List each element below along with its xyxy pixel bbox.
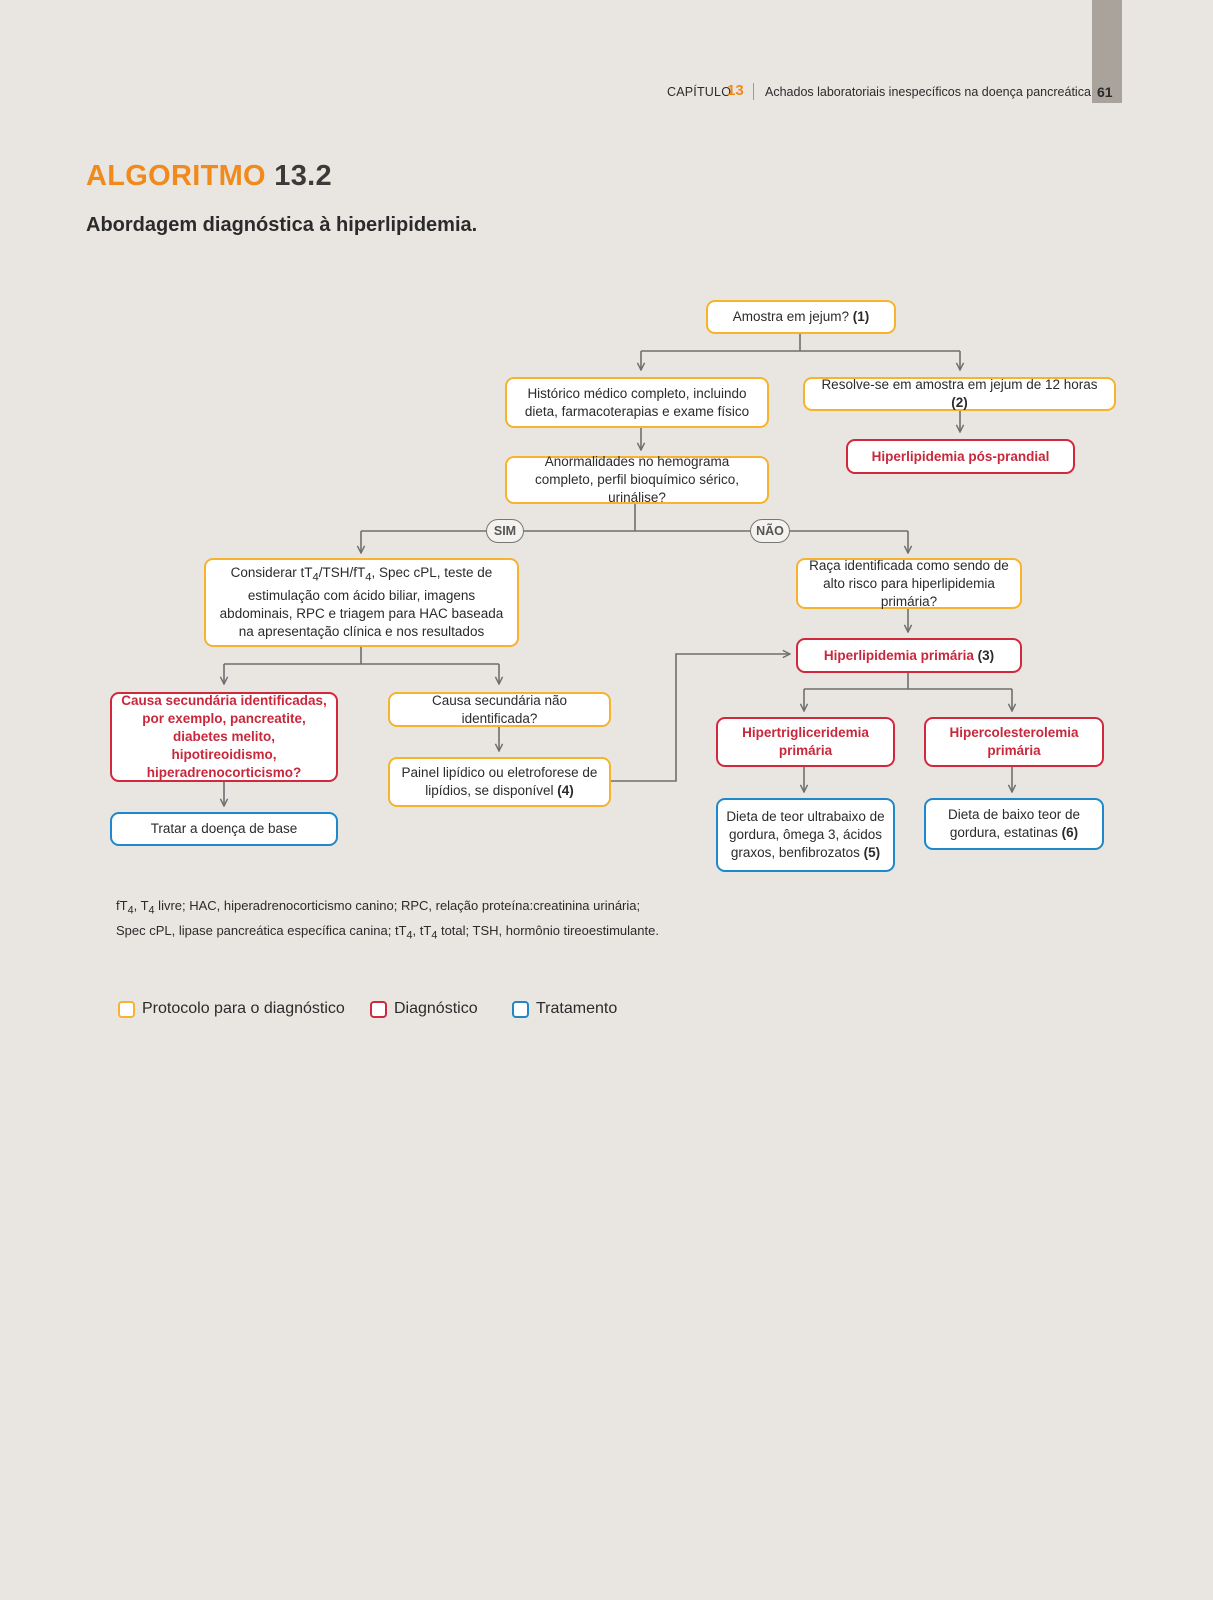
fn-a2: , T (133, 898, 149, 913)
node-primary-hyperlipidemia (796, 638, 1022, 673)
node-breed-risk-text: Raça identificada como sendo de alto risco para hiperlipidemia primária? (809, 557, 1009, 609)
node-diet-ultralow (716, 798, 895, 872)
legend-swatch-protocol (118, 1001, 135, 1018)
algorithm-number: 13.2 (274, 160, 332, 192)
node-breed-risk (796, 558, 1022, 609)
page-number: 61 (1097, 84, 1113, 100)
node-secondary-identified (110, 692, 338, 782)
node-hypercholesterolemia-text: Hipercolesterolemia primária (949, 725, 1079, 758)
fn-a2s: 4 (148, 904, 155, 917)
node-consider-tests-text (214, 564, 509, 641)
node-lipid-panel-ref: (4) (557, 783, 574, 798)
node-diet-low-text: Dieta de baixo teor de gordura, estatinas (947, 807, 1081, 840)
node-abnormalities-text: Anormalidades no hemograma completo, perfil bioquímico sérico, urinálise? (534, 454, 740, 505)
fn-b2: , tT (412, 922, 432, 938)
node-fasting-sample-text: Amostra em jejum? (732, 309, 850, 324)
node-diet-ultralow-text: Dieta de teor ultrabaixo de gordura, ômega 3, ácidos graxos, benfibrozatos (726, 809, 885, 860)
footnote-line-1 (116, 896, 736, 921)
node-postprandial-text: Hiperlipidemia pós-prandial (871, 448, 1050, 464)
legend-swatch-diagnosis (370, 1001, 387, 1018)
node-lipid-panel (388, 757, 611, 807)
chapter-number: 13 (727, 82, 744, 99)
node-consider-tests (204, 558, 519, 647)
footnote-line-2 (116, 921, 736, 946)
chapter-title: Achados laboratoriais inespecíficos na doença pancreática (765, 85, 1091, 99)
legend-item-diagnosis (370, 1000, 478, 1018)
fn-b1s: 4 (406, 929, 413, 942)
legend-label-diagnosis: Diagnóstico (394, 1000, 478, 1017)
legend (0, 1000, 1213, 1024)
legend-item-treatment (512, 1000, 617, 1018)
node-fasting-sample (706, 300, 896, 334)
fn-a1: fT (116, 898, 128, 913)
node-hypercholesterolemia (924, 717, 1104, 767)
consider-sub-2: 4 (365, 571, 372, 584)
connector-fasting-split (641, 334, 960, 351)
algorithm-subtitle: Abordagem diagnóstica à hiperlipidemia. (86, 214, 478, 236)
branch-label-no: NÃO (750, 519, 790, 543)
consider-sub-1: 4 (312, 571, 319, 584)
legend-item-protocol (118, 1000, 345, 1018)
fn-b2s: 4 (431, 929, 438, 942)
node-secondary-not-identified (388, 692, 611, 727)
node-diet-low (924, 798, 1104, 850)
node-resolves-fasting (803, 377, 1116, 411)
chapter-label: CAPÍTULO (667, 85, 732, 99)
node-lipid-panel-text: Painel lipídico ou eletroforese de lipídios, se disponível (401, 765, 598, 798)
node-treat-underlying-text: Tratar a doença de base (150, 821, 298, 836)
node-fasting-sample-ref: (1) (852, 309, 870, 324)
fn-b3: total; TSH, hormônio tireoestimulante. (437, 922, 659, 938)
legend-swatch-treatment (512, 1001, 529, 1018)
connector-consider-split (224, 647, 499, 664)
node-hypertriglyceridemia-text: Hipertrigliceridemia primária (742, 725, 869, 758)
legend-label-treatment: Tratamento (536, 1000, 618, 1017)
fn-b1: Spec cPL, lipase pancreática específica canina; tT (116, 922, 407, 938)
node-history (505, 377, 769, 428)
node-primary-hyperlipidemia-text: Hiperlipidemia primária (823, 647, 974, 663)
consider-text-2: /TSH/fT (318, 565, 366, 581)
node-treat-underlying (110, 812, 338, 846)
node-secondary-identified-text: Causa secundária identificadas, por exemplo, pancreatite, diabetes melito, hipotireoidismo, hiperadrenocorticismo? (121, 693, 327, 780)
fn-a3: livre; HAC, hiperadrenocorticismo canino; RPC, relação proteína:creatinina urinária; (154, 898, 641, 913)
connector-abnormalities-split (361, 504, 908, 531)
fn-a1s: 4 (127, 904, 134, 917)
node-history-text: Histórico médico completo, incluindo dieta, farmacoterapias e exame físico (524, 385, 750, 419)
consider-text-1: Considerar tT (230, 565, 313, 581)
node-abnormalities (505, 456, 769, 504)
node-resolves-fasting-text: Resolve-se em amostra em jejum de 12 horas (821, 377, 1098, 392)
algorithm-label: ALGORITMO (86, 160, 266, 192)
consider-text-3: , Spec cPL, teste de estimulação com ácido biliar, imagens abdominais, RPC e triagem para HAC baseada na apresentação clínica e nos resultados (219, 565, 504, 639)
abbreviations-footnote (116, 896, 736, 945)
branch-label-yes: SIM (486, 519, 524, 543)
node-postprandial (846, 439, 1075, 474)
node-secondary-not-identified-text: Causa secundária não identificada? (431, 692, 568, 726)
node-resolves-fasting-ref: (2) (951, 395, 968, 410)
node-hypertriglyceridemia (716, 717, 895, 767)
node-primary-hyperlipidemia-ref: (3) (977, 647, 995, 663)
legend-label-protocol: Protocolo para o diagnóstico (142, 1000, 345, 1017)
node-diet-ultralow-ref: (5) (863, 845, 881, 860)
connector-primary-split (804, 673, 1012, 689)
node-diet-low-ref: (6) (1061, 825, 1079, 840)
